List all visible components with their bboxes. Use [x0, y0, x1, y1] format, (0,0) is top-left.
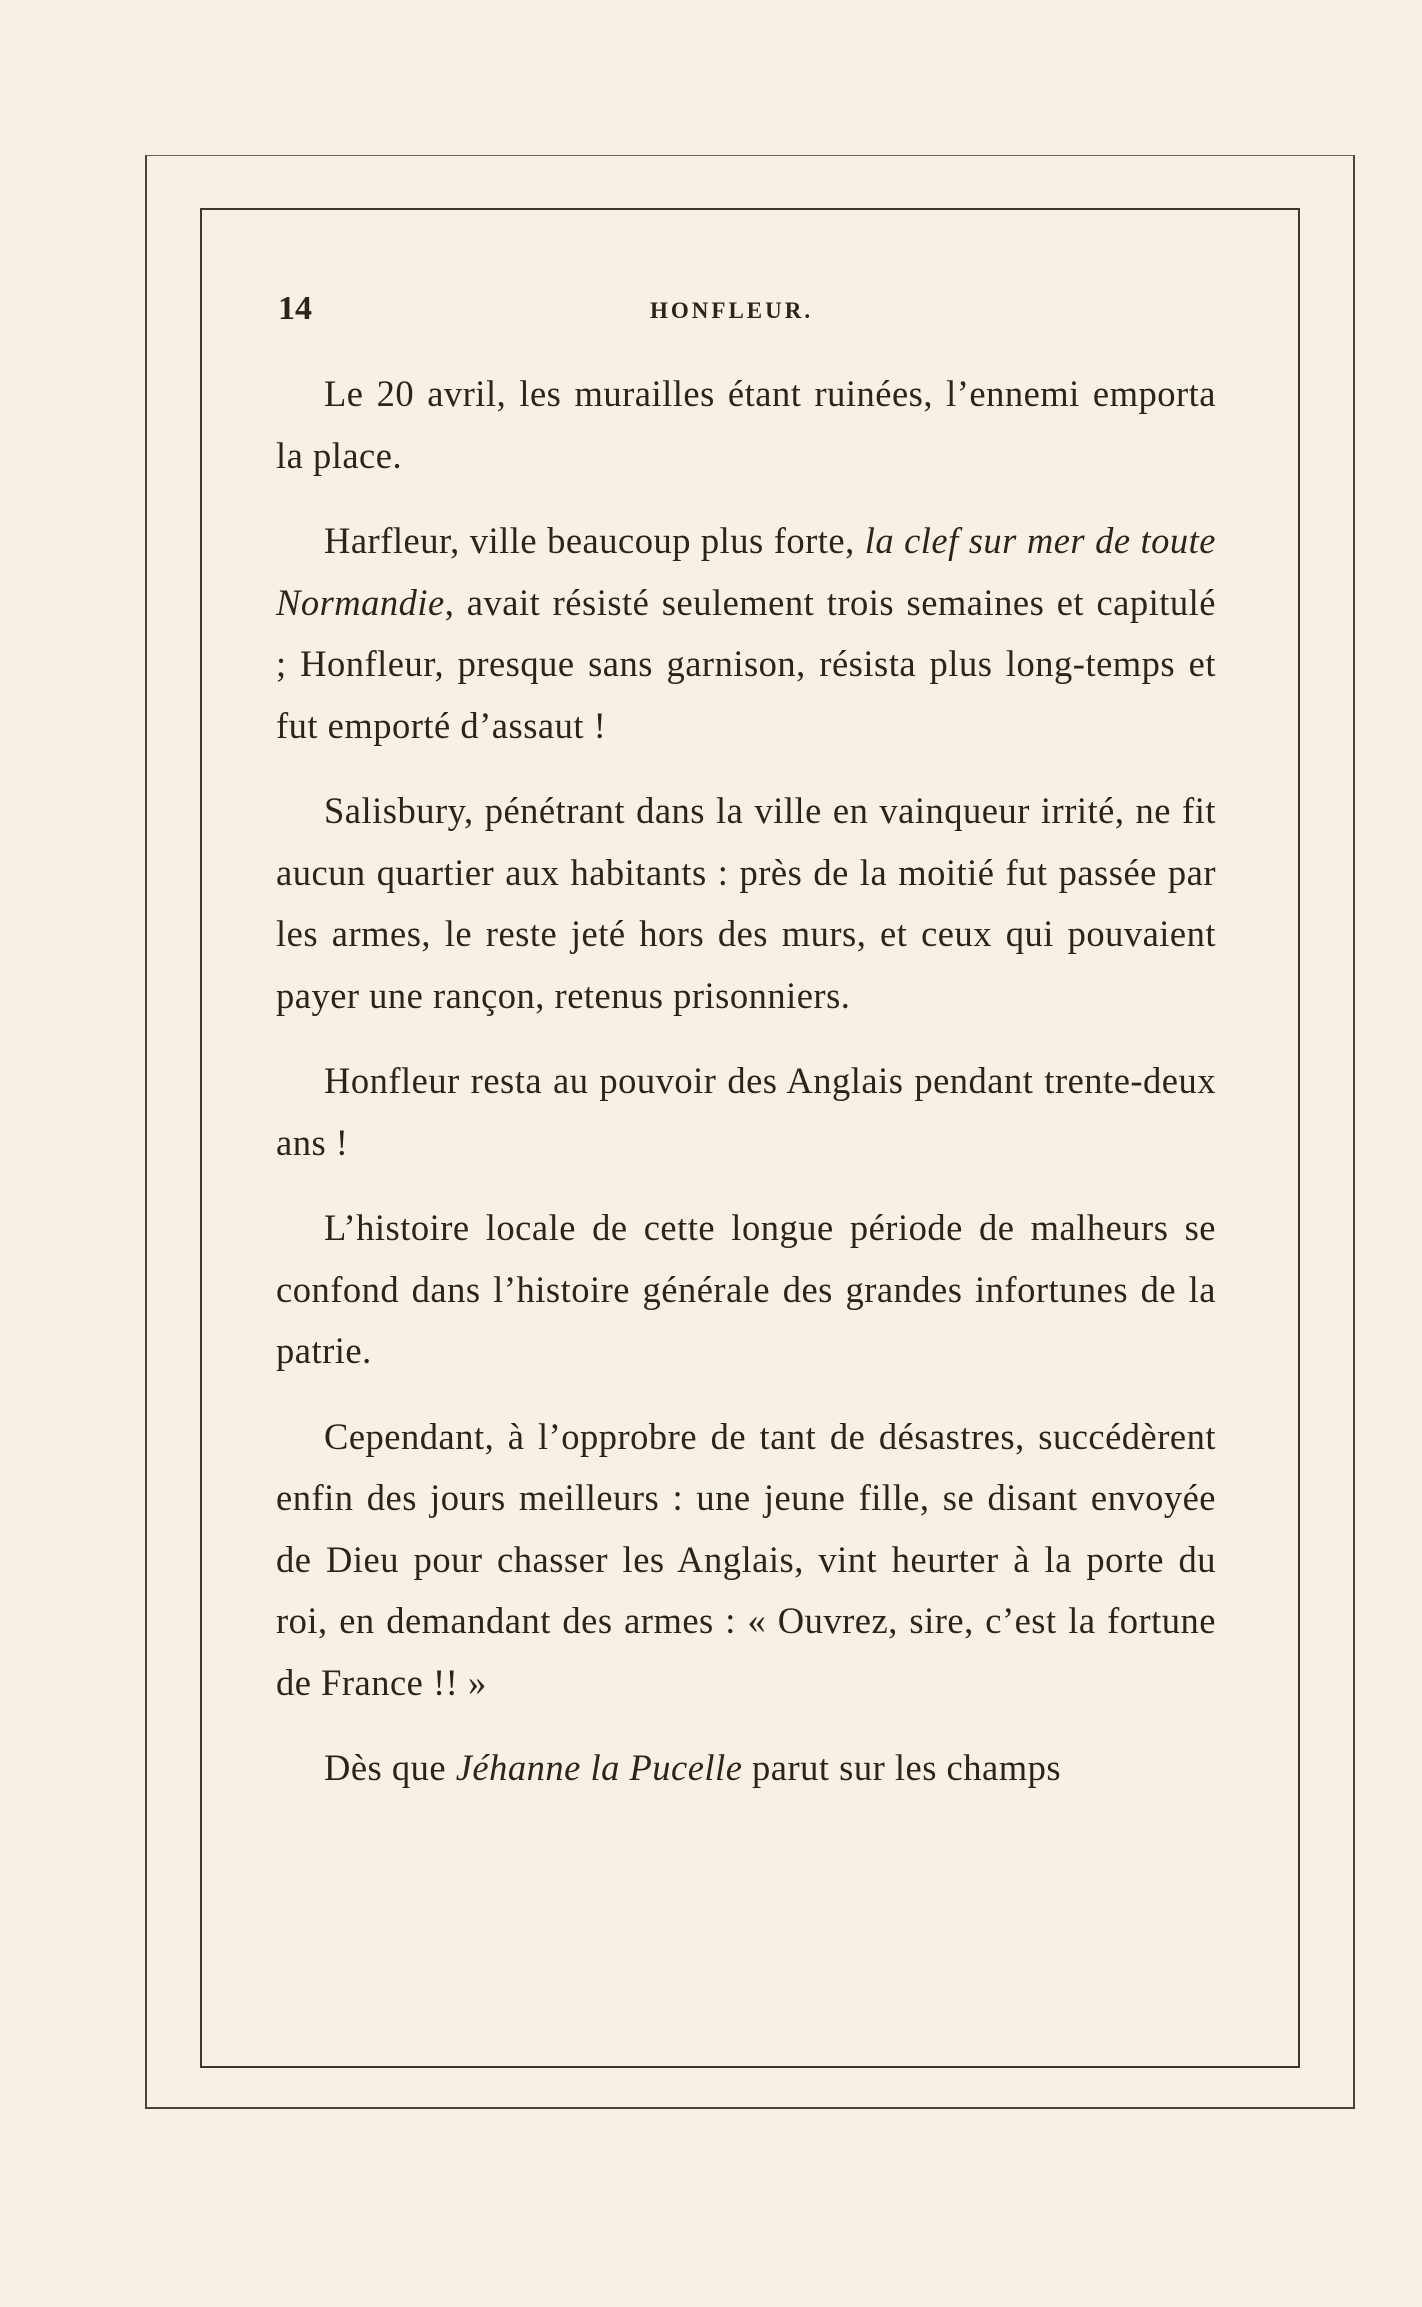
paragraph-7-start: Dès que — [324, 1747, 456, 1788]
paragraph-2-start: Harfleur, ville beaucoup plus forte, — [324, 520, 865, 561]
paragraph-7-italic: Jéhanne la Pucelle — [455, 1747, 743, 1788]
paragraph-1: Le 20 avril, les murailles étant ruinées, l’ennemi emporta la place. — [276, 373, 1216, 476]
paragraph-5: L’histoire locale de cette longue période de malheurs se confond dans l’histoire générale des grandes infortunes de la patrie. — [276, 1207, 1216, 1371]
page-header — [278, 290, 1218, 330]
paragraph-7-end: parut sur les champs — [742, 1747, 1062, 1788]
paragraph-2 — [276, 510, 1216, 756]
paragraph-2-end: , avait résisté seulement trois semaines et capitulé ; Honfleur, presque sans garnison, résista plus long-temps et fut emporté d’assaut ! — [276, 581, 1216, 746]
page-number: 14 — [278, 290, 312, 327]
paragraph-7 — [276, 1737, 1216, 1799]
body-text — [276, 363, 1216, 1823]
running-head: HONFLEUR. — [650, 298, 814, 323]
paragraph-3: Salisbury, pénétrant dans la ville en vainqueur irrité, ne fit aucun quartier aux habitants : près de la moitié fut passée par les armes, le reste jeté hors des murs, et ceux qui pouvaient payer une rançon, retenus prisonniers. — [276, 790, 1216, 1016]
paragraph-4: Honfleur resta au pouvoir des Anglais pendant trente-deux ans ! — [276, 1060, 1216, 1163]
paragraph-2-italic: la clef sur mer de toute Normandie — [276, 520, 1216, 623]
paragraph-6: Cependant, à l’opprobre de tant de désastres, succédèrent enfin des jours meilleurs : une jeune fille, se disant envoyée de Dieu pour chasser les Anglais, vint heurter à la porte du roi, en demandant des armes : « Ouvrez, sire, c’est la fortune de France !! » — [276, 1415, 1216, 1703]
